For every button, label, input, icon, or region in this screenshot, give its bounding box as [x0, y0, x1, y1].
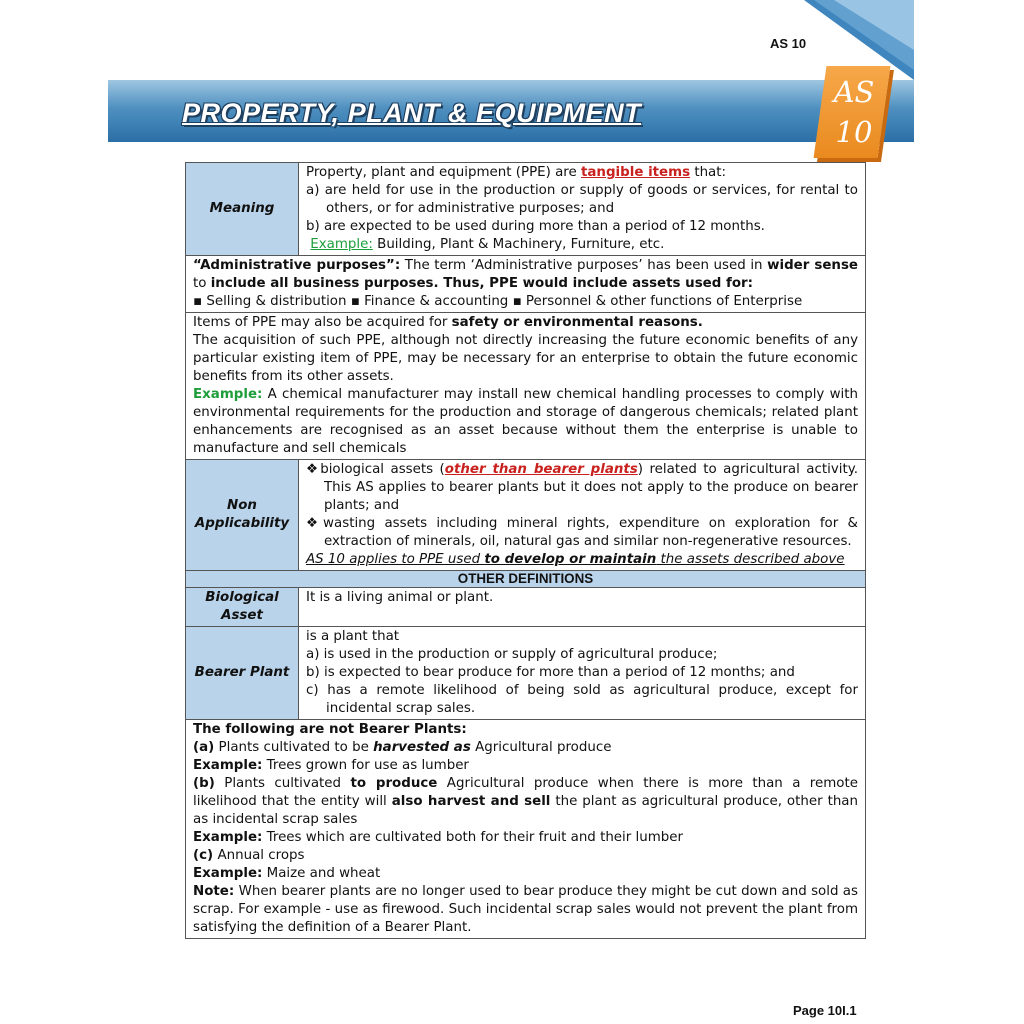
bearer-plant-content: is a plant that a) is used in the production or supply of agricultural produce; b) is expected to bear produce for more than a period of 12 months; and c) has a remote likelihood of being sold as agricultural produce, except for incidental scrap sales.: [299, 627, 866, 720]
not-bearer-heading: The following are not Bearer Plants:: [193, 722, 467, 737]
ppe-table: [185, 162, 866, 939]
other-definitions-heading-row: [186, 571, 866, 588]
meaning-point-a: a) are held for use in the production or supply of goods or services, for rental to others, or for administrative purposes; and: [306, 183, 858, 216]
meaning-row: [186, 163, 866, 256]
safety-row: [186, 313, 866, 460]
bearer-point-a: a) is used in the production or supply of agricultural produce;: [306, 647, 718, 662]
document-code: AS 10: [770, 36, 807, 51]
meaning-point-b: b) are expected to be used during more than a period of 12 months.: [306, 219, 765, 234]
standard-badge-text: [826, 72, 882, 152]
bearer-point-b: b) is expected to bear produce for more than a period of 12 months; and: [306, 665, 795, 680]
safety-content: Items of PPE may also be acquired for safety or environmental reasons. The acquisition of such PPE, although not directly increasing the future economic benefits of any particular existing item of PPE, may be necessary for an enterprise to obtain the future economic benefits from its other assets. Example: A chemical manufacturer may install new chemical handling processes to comply with environmental requirements for the production and storage of dangerous chemicals; related plant enhancements are recognised as an asset because without them the enterprise is unable to manufacture and sell chemicals: [186, 313, 866, 460]
admin-bullets: ▪ Selling & distribution ▪ Finance & accounting ▪ Personnel & other functions of Enterprise: [193, 294, 803, 309]
meaning-label: Meaning: [186, 163, 299, 256]
page-title: PROPERTY, PLANT & EQUIPMENT: [182, 98, 642, 128]
admin-content: “Administrative purposes”: The term ‘Administrative purposes’ has been used in wider sense to include all business purposes. Thus, PPE would include assets used for: ▪ Selling & distribution ▪ Finance & accounting ▪ Personnel & other functions of Enterprise: [186, 256, 866, 313]
biological-asset-content: It is a living animal or plant.: [299, 588, 866, 627]
meaning-content: Property, plant and equipment (PPE) are tangible items that: a) are held for use in the production or supply of goods or services, for rental to others, or for administrative purposes; and b) are expected to be used during more than a period of 12 months. Example: Building, Plant & Machinery, Furniture, etc.: [299, 163, 866, 256]
not-bearer-row: [186, 720, 866, 939]
bearer-plant-row: [186, 627, 866, 720]
bullet-wasting-assets: ❖wasting assets including mineral rights, expenditure on exploration for & extraction of minerals, oil, natural gas and similar non-regenerative resources.: [306, 516, 858, 549]
bearer-point-c: c) has a remote likelihood of being sold as agricultural produce, except for incidental scrap sales.: [306, 683, 858, 716]
page-number: Page 10I.1: [793, 1003, 857, 1018]
non-applicability-content: [299, 460, 866, 571]
admin-row: [186, 256, 866, 313]
badge-line-2: 10: [835, 115, 873, 149]
badge-line-1: AS: [833, 75, 875, 109]
applicability-note: AS 10 applies to PPE used to develop or maintain the assets described above: [306, 552, 845, 567]
other-definitions-heading: OTHER DEFINITIONS: [186, 571, 866, 588]
tangible-items-highlight: tangible items: [581, 165, 691, 180]
non-applicability-label: Non Applicability: [186, 460, 299, 571]
biological-asset-label: Biological Asset: [186, 588, 299, 627]
example-label: Example:: [193, 387, 263, 402]
not-bearer-content: The following are not Bearer Plants: (a) Plants cultivated to be harvested as Agricultural produce Example: Trees grown for use as lumber (b) Plants cultivated to produce Agricultural produce when there is more than a remote likelihood that the entity will also harvest and sell the plant as agricultural produce, other than as incidental scrap sales Example: Trees which are cultivated both for their fruit and their lumber (c) Annual crops Example: Maize and wheat Note: When bearer plants are no longer used to bear produce they might be cut down and sold as scrap. For example - use as firewood. Such incidental scrap sales would not prevent the plant from satisfying the definition of a Bearer Plant.: [186, 720, 866, 939]
biological-asset-row: [186, 588, 866, 627]
bullet-biological-assets: ❖biological assets (other than bearer plants) related to agricultural activity. This AS applies to bearer plants but it does not apply to the produce on bearer plants; and: [306, 462, 858, 513]
example-label: Example:: [310, 237, 373, 252]
non-applicability-row: [186, 460, 866, 571]
bearer-plant-label: Bearer Plant: [186, 627, 299, 720]
